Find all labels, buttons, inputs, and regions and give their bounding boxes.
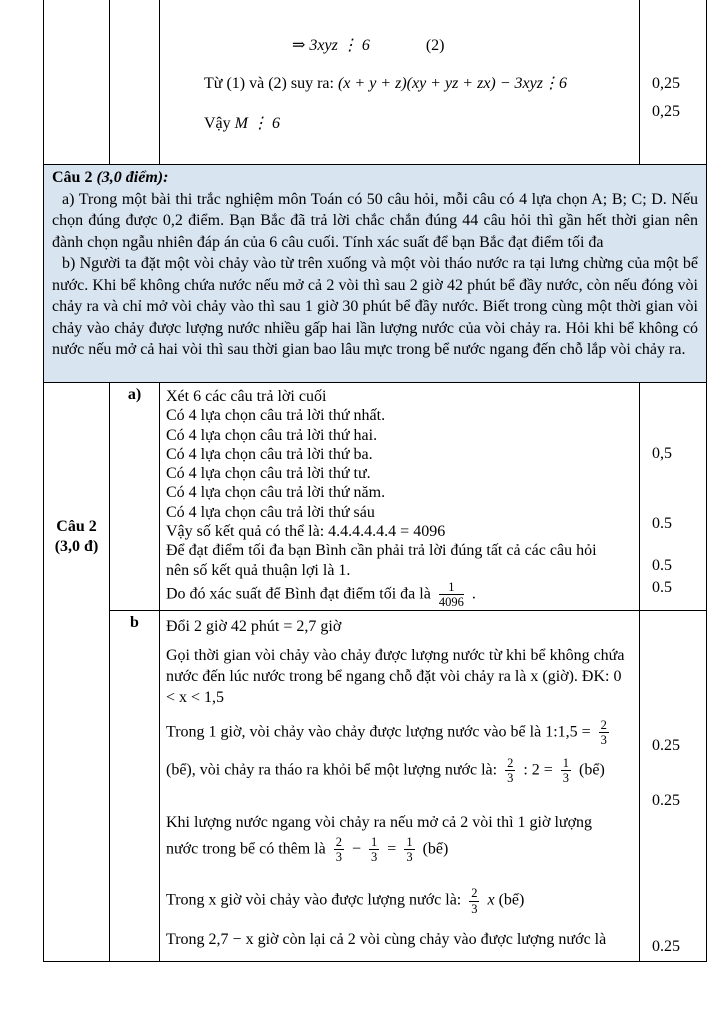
empty-question-cell [43,0,110,165]
row-question1-tail [43,0,707,165]
solution-line: Để đạt điểm tối đa bạn Bình cần phải trả lời đúng tất cả các câu hỏi [166,542,597,560]
fraction-denominator: 3 [471,901,478,916]
fraction [334,835,344,865]
fraction-numerator: 2 [335,834,342,849]
text-run: nước trong bể có thêm là [166,840,326,858]
part-b-label-cell [110,611,160,962]
fraction-numerator: 1 [439,580,464,595]
points-cell-part-b [640,611,707,962]
points-value: 0,5 [652,445,672,462]
text-run: (bể) [422,840,449,858]
points-value: 0.25 [652,792,680,809]
fraction-denominator: 3 [562,771,570,786]
answer-key-table [43,0,707,962]
fraction-denominator: 3 [335,849,342,864]
points-value: 0.25 [652,737,680,754]
question2-part-a-text: a) Trong một bài thi trắc nghiệm môn Toán có 50 câu hỏi, mỗi câu có 4 lựa chọn A; B; C; D. Nếu chọn đúng được 0,2 điểm. Bạn Bắc đã trả lời chắc chắn đúng 44 câu hỏi thì gần hết thời gian nên đành chọn ngẫu nhiên đáp án của 6 câu cuối. Tính xác suất để bạn Bắc đạt điểm tối đa [52,190,698,251]
solution-line: Có 4 lựa chọn câu trả lời thứ năm. [166,484,386,502]
fraction-denominator: 4096 [438,595,464,610]
solution-line: Có 4 lựa chọn câu trả lời thứ ba. [166,445,373,463]
fraction-numerator: 2 [600,718,607,732]
math-line-implication [160,36,639,56]
question-points-note: (3,0 điểm): [92,169,169,186]
empty-sub-cell [110,0,160,165]
math-line-final [160,114,639,134]
fraction [369,835,379,865]
solution-line: Có 4 lựa chọn câu trả lời thứ tư. [166,465,371,483]
points-value: 0.5 [652,515,672,532]
part-a-label-cell [110,383,160,611]
solution-line-probability [166,580,635,610]
question2-solution-rows [43,383,707,962]
points-value: 0.5 [652,579,672,596]
text-run: Vậy [204,115,231,132]
equals-operator: = [387,840,397,858]
fraction-numerator: 2 [507,755,514,770]
fraction-numerator: 1 [371,834,378,849]
solution-line: Đổi 2 giờ 42 phút = 2,7 giờ [166,618,342,635]
solution-line-fraction [166,886,635,916]
text-run: (bể) [579,761,605,779]
text-run: (bể), vòi chảy ra tháo ra khỏi bể một lượng nước là: [166,761,498,779]
fraction-numerator: 1 [562,755,570,770]
part-a-solution-cell [160,383,640,611]
solution-line: Trong 2,7 − x giờ còn lại cả 2 vòi cùng chảy vào được lượng nước là [166,931,607,948]
question2-part-b-text: b) Người ta đặt một vòi chảy vào từ trên xuống và một vòi tháo nước ra tại lưng chừng của một bể nước. Khi bể không chứa nước nếu mở cả 2 vòi thì sau 2 giờ 42 phút bể đầy nước, còn nếu đóng vòi chảy ra và chỉ mở vòi chảy vào thì sau 1 giờ 30 phút bể đầy nước. Biết trong cùng một thời gian vòi chảy vào chảy được lượng nước nhiều gấp hai lần lượng nước của vòi chảy ra. Hỏi khi bể không có nước nếu mở cả hai vòi thì sau thời gian bao lâu mực trong bể nước ngang đến chỗ lắp vòi chảy ra. [52,255,698,358]
solution-line: nên số kết quả thuận lợi là 1. [166,561,351,579]
question2-heading [52,167,698,189]
fraction [439,580,464,610]
text-run: (bể) [498,891,525,909]
text-run: : 2 = [523,761,553,779]
solution-line: Khi lượng nước ngang vòi chảy ra nếu mở cả 2 vòi thì 1 giờ lượng [166,813,593,831]
fraction [599,718,609,748]
fraction [505,756,515,786]
fraction-denominator: 3 [600,733,607,748]
fraction-denominator: 3 [507,771,514,786]
text-run: . [471,585,476,603]
minus-operator: − [352,840,362,858]
question2-label-cell [43,383,110,962]
math-expression: (x + y + z)(xy + yz + zx) − 3xyz⋮6 [333,75,567,92]
question-label-line1: Câu 2 [56,518,97,535]
part-b-label: b [130,614,139,631]
fraction-numerator: 1 [406,834,413,849]
text-run: Trong 1 giờ, vòi chảy vào chảy được lượng nước vào bể là 1:1,5 = [166,723,591,741]
part-b-solution-cell [160,611,640,962]
points-cell-part-a [640,383,707,611]
solution-line-fraction [166,835,635,865]
fraction-denominator: 3 [406,849,413,864]
question-label-line2: (3,0 đ) [54,538,99,555]
solution-line: Xét 6 các câu trả lời cuối [166,388,327,405]
fraction-denominator: 3 [371,849,378,864]
fraction [561,756,571,786]
solution-line: Vậy số kết quả có thể là: 4.4.4.4.4.4 = 4096 [166,523,446,541]
points-value: 0,25 [652,103,680,120]
math-expression: M ⋮ 6 [230,115,280,132]
points-value: 0.5 [652,557,672,574]
question2-statement-block [43,165,707,383]
points-value: 0.25 [652,938,680,955]
solution-line: Có 4 lựa chọn câu trả lời thứ hai. [166,426,378,444]
points-value: 0,25 [652,75,680,92]
solution-line: Có 4 lựa chọn câu trả lời thứ nhất. [166,407,386,425]
fraction [404,835,414,865]
fraction-numerator: 2 [471,886,478,901]
question1-solution-cell [160,0,640,165]
math-line-conclusion [160,74,639,94]
solution-line: Có 4 lựa chọn câu trả lời thứ sáu [166,503,375,521]
text-run: Trong x giờ vòi chảy vào được lượng nước là: [166,891,462,909]
equation-ref: (2) [425,37,445,54]
fraction [469,886,479,916]
text-run: Do đó xác suất để Bình đạt điểm tối đa là [166,585,431,603]
math-expression: ⇒ 3xyz ⋮ 6 [292,37,370,54]
question-number: Câu 2 [52,169,93,186]
part-a-label: a) [127,386,142,403]
solution-line-fraction [166,756,635,786]
variable-x: x [487,891,495,909]
points-cell-top [640,0,707,165]
solution-line-fraction [166,718,635,748]
text-run: Từ (1) và (2) suy ra: [204,75,334,92]
solution-paragraph: Gọi thời gian vòi chảy vào chảy được lượng nước từ khi bể không chứa nước đến lúc nước trong bể ngang chỗ đặt vòi chảy ra là x (giờ). ĐK: 0 < x < 1,5 [166,647,625,706]
